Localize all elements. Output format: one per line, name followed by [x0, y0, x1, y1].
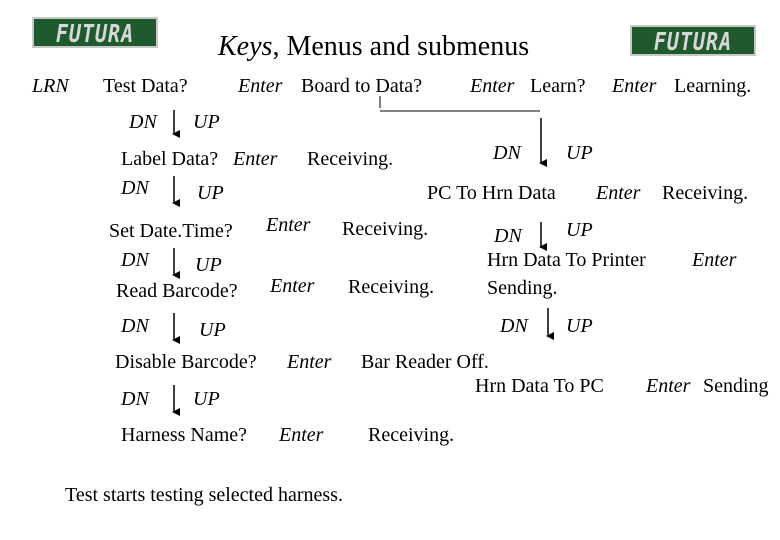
- up-key: UP: [566, 315, 593, 337]
- dn-key: DN: [121, 177, 149, 199]
- enter-key: Enter: [692, 249, 737, 271]
- dn-key: DN: [494, 225, 522, 247]
- futura-logo-left: FUTURA: [32, 17, 158, 48]
- up-key: UP: [566, 142, 593, 164]
- up-key: UP: [193, 111, 220, 133]
- read-barcode-menu: Read Barcode?: [116, 280, 238, 302]
- dn-key: DN: [500, 315, 528, 337]
- enter-key: Enter: [287, 351, 332, 373]
- up-key: UP: [199, 319, 226, 341]
- dn-key: DN: [121, 388, 149, 410]
- up-key: UP: [566, 219, 593, 241]
- dn-key: DN: [121, 249, 149, 271]
- up-key: UP: [197, 182, 224, 204]
- dn-key: DN: [129, 111, 157, 133]
- enter-key: Enter: [266, 214, 311, 236]
- board-to-data-menu: Board to Data?: [301, 75, 423, 97]
- enter-key: Enter: [233, 148, 278, 170]
- read-barcode-result: Receiving.: [348, 276, 435, 298]
- hrn-to-printer-result: Sending.: [487, 277, 558, 299]
- pc-to-hrn-result: Receiving.: [662, 182, 749, 204]
- enter-key: Enter: [279, 424, 324, 446]
- pc-to-hrn-menu: PC To Hrn Data: [427, 182, 556, 204]
- futura-logo-right: FUTURA: [630, 25, 756, 56]
- enter-key: Enter: [596, 182, 641, 204]
- title-keys: Keys: [218, 31, 273, 62]
- up-key: UP: [195, 254, 222, 276]
- title-rest: , Menus and submenus: [272, 31, 530, 62]
- hrn-to-pc-menu: Hrn Data To PC: [475, 375, 604, 397]
- up-key: UP: [193, 388, 220, 410]
- disable-barcode-result: Bar Reader Off.: [361, 351, 489, 373]
- disable-barcode-menu: Disable Barcode?: [115, 351, 257, 373]
- test-data-menu: Test Data?: [103, 75, 188, 97]
- enter-key: Enter: [270, 275, 315, 297]
- label-data-result: Receiving.: [307, 148, 394, 170]
- harness-name-menu: Harness Name?: [121, 424, 248, 446]
- dn-key: DN: [493, 142, 521, 164]
- enter-key-3: Enter: [612, 75, 657, 97]
- footer-note: Test starts testing selected harness.: [65, 484, 343, 506]
- lrn-label: LRN: [32, 75, 69, 97]
- set-datetime-result: Receiving.: [342, 218, 429, 240]
- learn-menu: Learn?: [530, 75, 586, 97]
- label-data-menu: Label Data?: [121, 148, 219, 170]
- hrn-to-pc-result: Sending: [703, 375, 769, 397]
- hrn-to-printer-menu: Hrn Data To Printer: [487, 249, 646, 271]
- enter-key-2: Enter: [470, 75, 515, 97]
- dn-key: DN: [121, 315, 149, 337]
- enter-key: Enter: [646, 375, 691, 397]
- enter-key-1: Enter: [238, 75, 283, 97]
- learning-result: Learning.: [674, 75, 752, 97]
- set-datetime-menu: Set Date.Time?: [109, 220, 233, 242]
- harness-name-result: Receiving.: [368, 424, 455, 446]
